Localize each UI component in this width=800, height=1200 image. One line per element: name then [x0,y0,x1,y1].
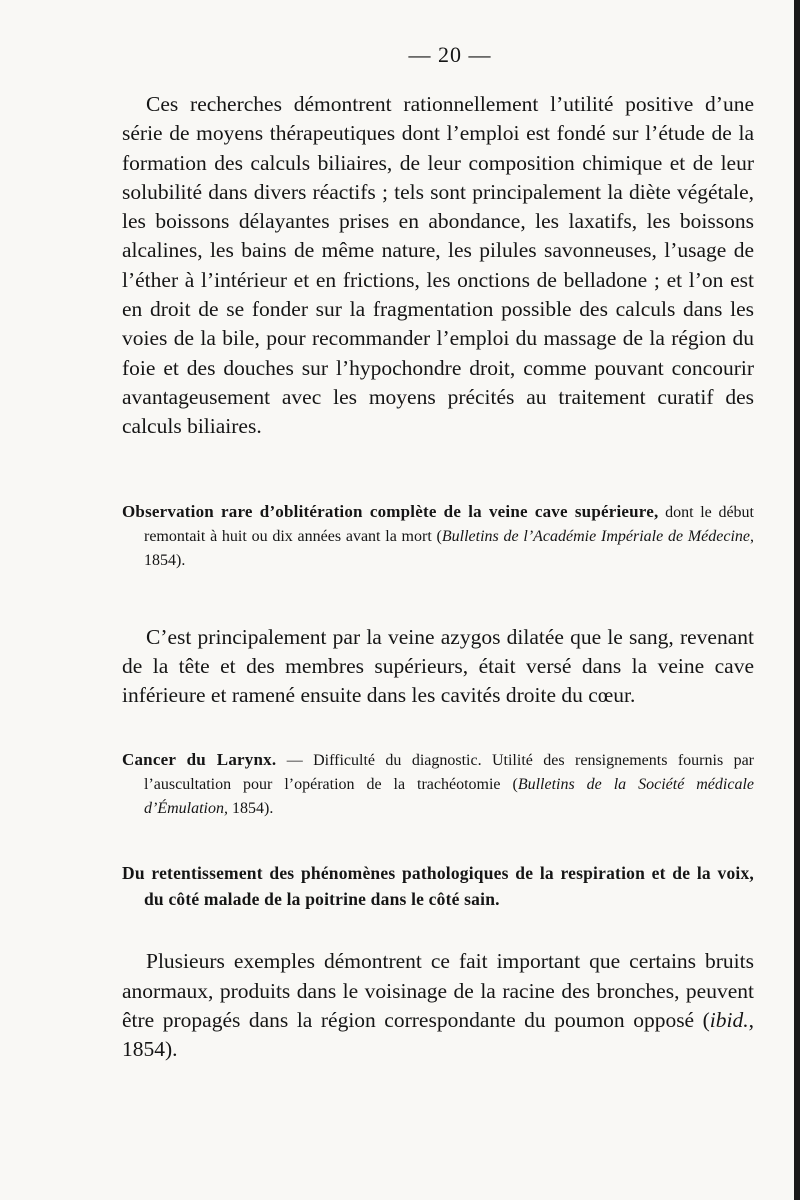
entry-title: Observation rare d’oblitération complète de la veine cave supérieure, [122,501,659,521]
entry-year: , 1854). [144,527,754,569]
entry-source: Bulletins de la Société médicale d’Émulation, [144,776,754,818]
paragraph-ref: ibid. [709,1008,749,1033]
paragraph-veine-azygos: C’est principalement par la veine azygos dilatée que le sang, revenant de la tête et des membres supérieurs, était versé dans la veine cave inférieure et ramené ensuite dans les cavités droite du cœur. [122,624,754,708]
paragraph-year: , 1854). [122,1008,754,1062]
entry-year: 1854). [228,800,274,818]
paragraph-calculs-biliaires: Ces recherches démontrent rationnellement l’utilité positive d’une série de moyens thérapeutiques dont l’emploi est fondé sur l’étude de la formation des calculs biliaires, de leur composition chimique et de leur solubilité dans divers réactifs ; tels sont principalement la diète végétale, les boissons délayantes prises en abondance, les laxatifs, les boissons alcalines, les bains de même nature, les pilules savonneuses, l’usage de l’éther à l’intérieur et en frictions, les onctions de belladone ; et l’on est en droit de se fonder sur la fragmentation possible des calculs dans les voies de la bile, pour recommander l’emploi du massage de la région du foie et des douches sur l’hypochondre droit, comme pouvant concourir avantageusement avec les moyens précités au traitement curatif des calculs biliaires. [122,92,754,439]
page-number: — 20 — [408,42,492,67]
entry-source: Bulletins de l’Académie Impériale de Médecine [441,527,750,545]
entry-text: dont le début remontait à huit ou dix années avant la mort ( [144,503,754,545]
entry-cancer-larynx [122,748,754,821]
page-content [122,42,754,1065]
entry-oblitération [122,500,754,573]
paragraph-text: Plusieurs exemples démontrent ce fait important que certains bruits anormaux, produits dans le voisinage de la racine des bronches, peuvent être propagés dans la région correspondante du poumon opposé ( [122,949,754,1033]
entry-text: — Difficulté du diagnostic. Utilité des rensignements fournis par l’auscultation pour l’opération de la trachéotomie ( [144,752,754,794]
entry-retentissement [122,861,754,913]
entry-title: Cancer du Larynx. [122,750,277,770]
paragraph-bruits-anormaux [122,947,754,1064]
entry-title: Du retentissement des phénomènes pathologiques de la respiration et de la voix, du côté malade de la poitrine dans le côté sain. [122,863,754,910]
